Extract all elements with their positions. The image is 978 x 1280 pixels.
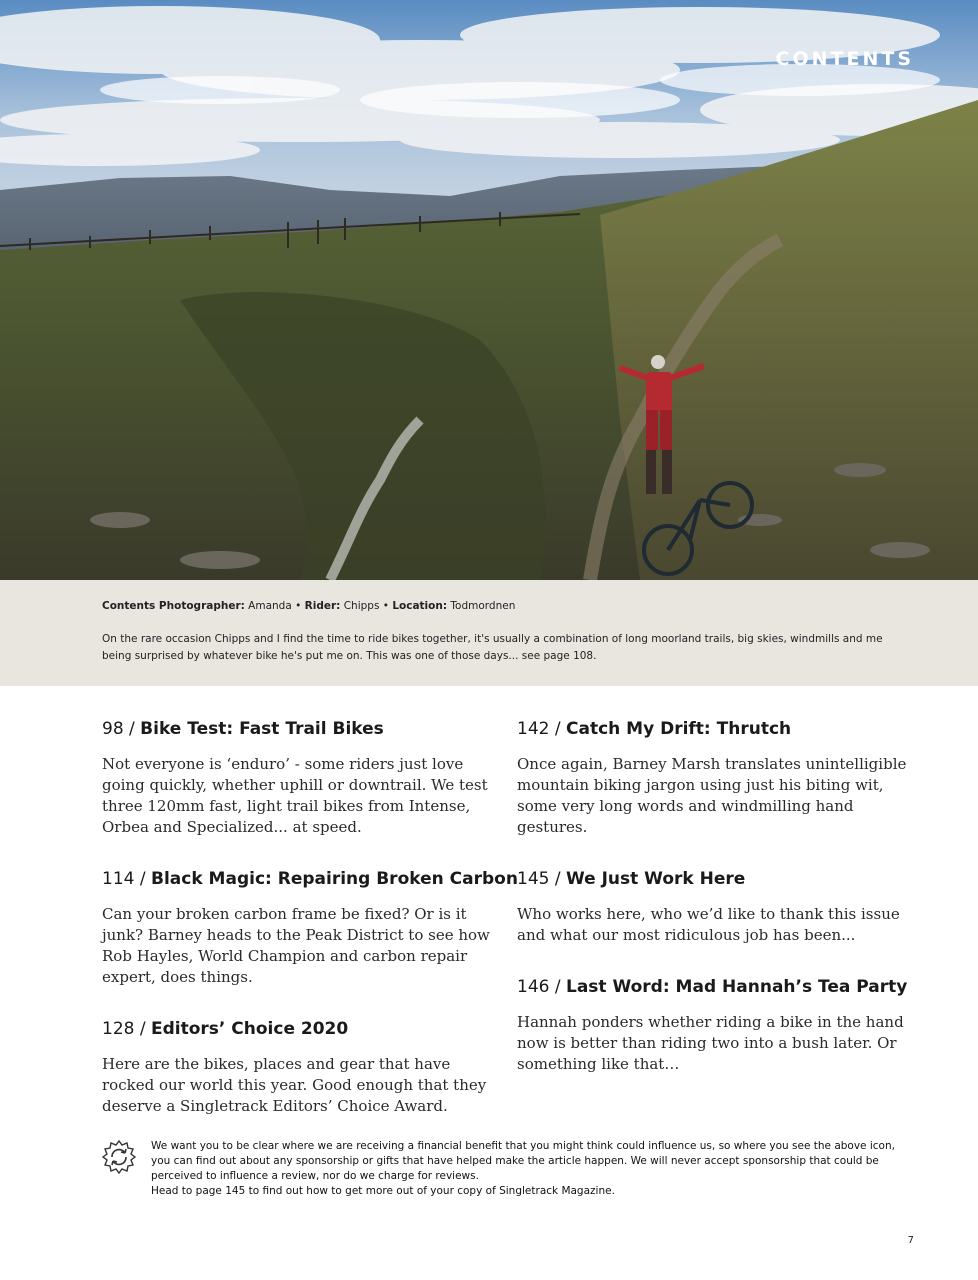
moorland-landscape-illustration — [0, 0, 978, 580]
entry-page-number: 145 / — [517, 869, 561, 889]
entry-heading — [517, 974, 909, 1000]
entry-page-number: 98 / — [102, 719, 135, 739]
entry-heading — [102, 866, 518, 892]
location-name: Todmordnen — [450, 600, 516, 612]
hero-photo — [0, 0, 978, 580]
entry-title: Last Word: Mad Hannah’s Tea Party — [566, 977, 908, 997]
entry-description: Here are the bikes, places and gear that have rocked our world this year. Good enough that they deserve a Singletrack Editors’ Choice Award. — [102, 1055, 487, 1115]
entry-title: Black Magic: Repairing Broken Carbon — [151, 869, 518, 889]
entry-heading — [517, 716, 909, 742]
entry-heading — [517, 866, 909, 892]
contents-entry[interactable] — [102, 866, 518, 988]
contents-entry[interactable] — [102, 1016, 494, 1117]
entry-title: We Just Work Here — [566, 869, 746, 889]
contents-entry[interactable] — [517, 866, 909, 946]
photo-caption-text: On the rare occasion Chipps and I find the time to ride bikes together, it's usually a combination of long moorland trails, big skies, windmills and me being surprised by whatever bike he's put me on. This was one of those days... see page 108. — [102, 633, 883, 662]
contents-column-right — [517, 716, 909, 1103]
entry-page-number: 128 / — [102, 1019, 146, 1039]
page-number: 7 — [907, 1235, 914, 1246]
entry-title: Editors’ Choice 2020 — [151, 1019, 349, 1039]
section-label: CONTENTS — [775, 48, 914, 70]
contents-column-left — [102, 716, 518, 1145]
entry-heading — [102, 716, 494, 742]
entry-page-number: 146 / — [517, 977, 561, 997]
photo-caption-band — [0, 580, 978, 686]
contents-entry[interactable] — [102, 716, 494, 838]
notice-text: We want you to be clear where we are receiving a financial benefit that you might think could influence us, so where you see the above icon, you can find out about any sponsorship or gifts that have helped make the article happen. We will never accept sponsorship that could be perceived to influence a review, nor do we charge for reviews. — [151, 1140, 895, 1182]
credit-separator: • — [295, 600, 302, 612]
photo-credits — [102, 600, 515, 612]
entry-description: Once again, Barney Marsh translates unintelligible mountain biking jargon using just his biting wit, some very long words and windmilling hand gestures. — [517, 755, 907, 836]
entry-page-number: 114 / — [102, 869, 146, 889]
photographer-label: Contents Photographer: — [102, 600, 245, 612]
entry-heading — [102, 1016, 494, 1042]
photographer-name: Amanda — [248, 600, 292, 612]
rider-label: Rider: — [304, 600, 341, 612]
entry-page-number: 142 / — [517, 719, 561, 739]
notice-link-text[interactable]: Head to page 145 to find out how to get more out of your copy of Singletrack Magazine. — [151, 1185, 615, 1197]
contents-entry[interactable] — [517, 716, 909, 838]
sponsorship-notice — [151, 1139, 911, 1199]
contents-entry[interactable] — [517, 974, 909, 1075]
entry-description: Can your broken carbon frame be fixed? Or is it junk? Barney heads to the Peak District to see how Rob Hayles, World Champion and carbon repair expert, does things. — [102, 905, 490, 986]
location-label: Location: — [392, 600, 448, 612]
sponsorship-icon — [101, 1139, 137, 1175]
credit-separator: • — [382, 600, 389, 612]
entry-description: Hannah ponders whether riding a bike in the hand now is better than riding two into a bush later. Or something like that… — [517, 1013, 904, 1073]
rider-name: Chipps — [343, 600, 380, 612]
entry-title: Bike Test: Fast Trail Bikes — [140, 719, 384, 739]
entry-description: Not everyone is ‘enduro’ - some riders just love going quickly, whether uphill or downtrail. We test three 120mm fast, light trail bikes from Intense, Orbea and Specialized... at speed. — [102, 755, 488, 836]
entry-title: Catch My Drift: Thrutch — [566, 719, 792, 739]
entry-description: Who works here, who we’d like to thank this issue and what our most ridiculous job has been... — [517, 905, 900, 944]
